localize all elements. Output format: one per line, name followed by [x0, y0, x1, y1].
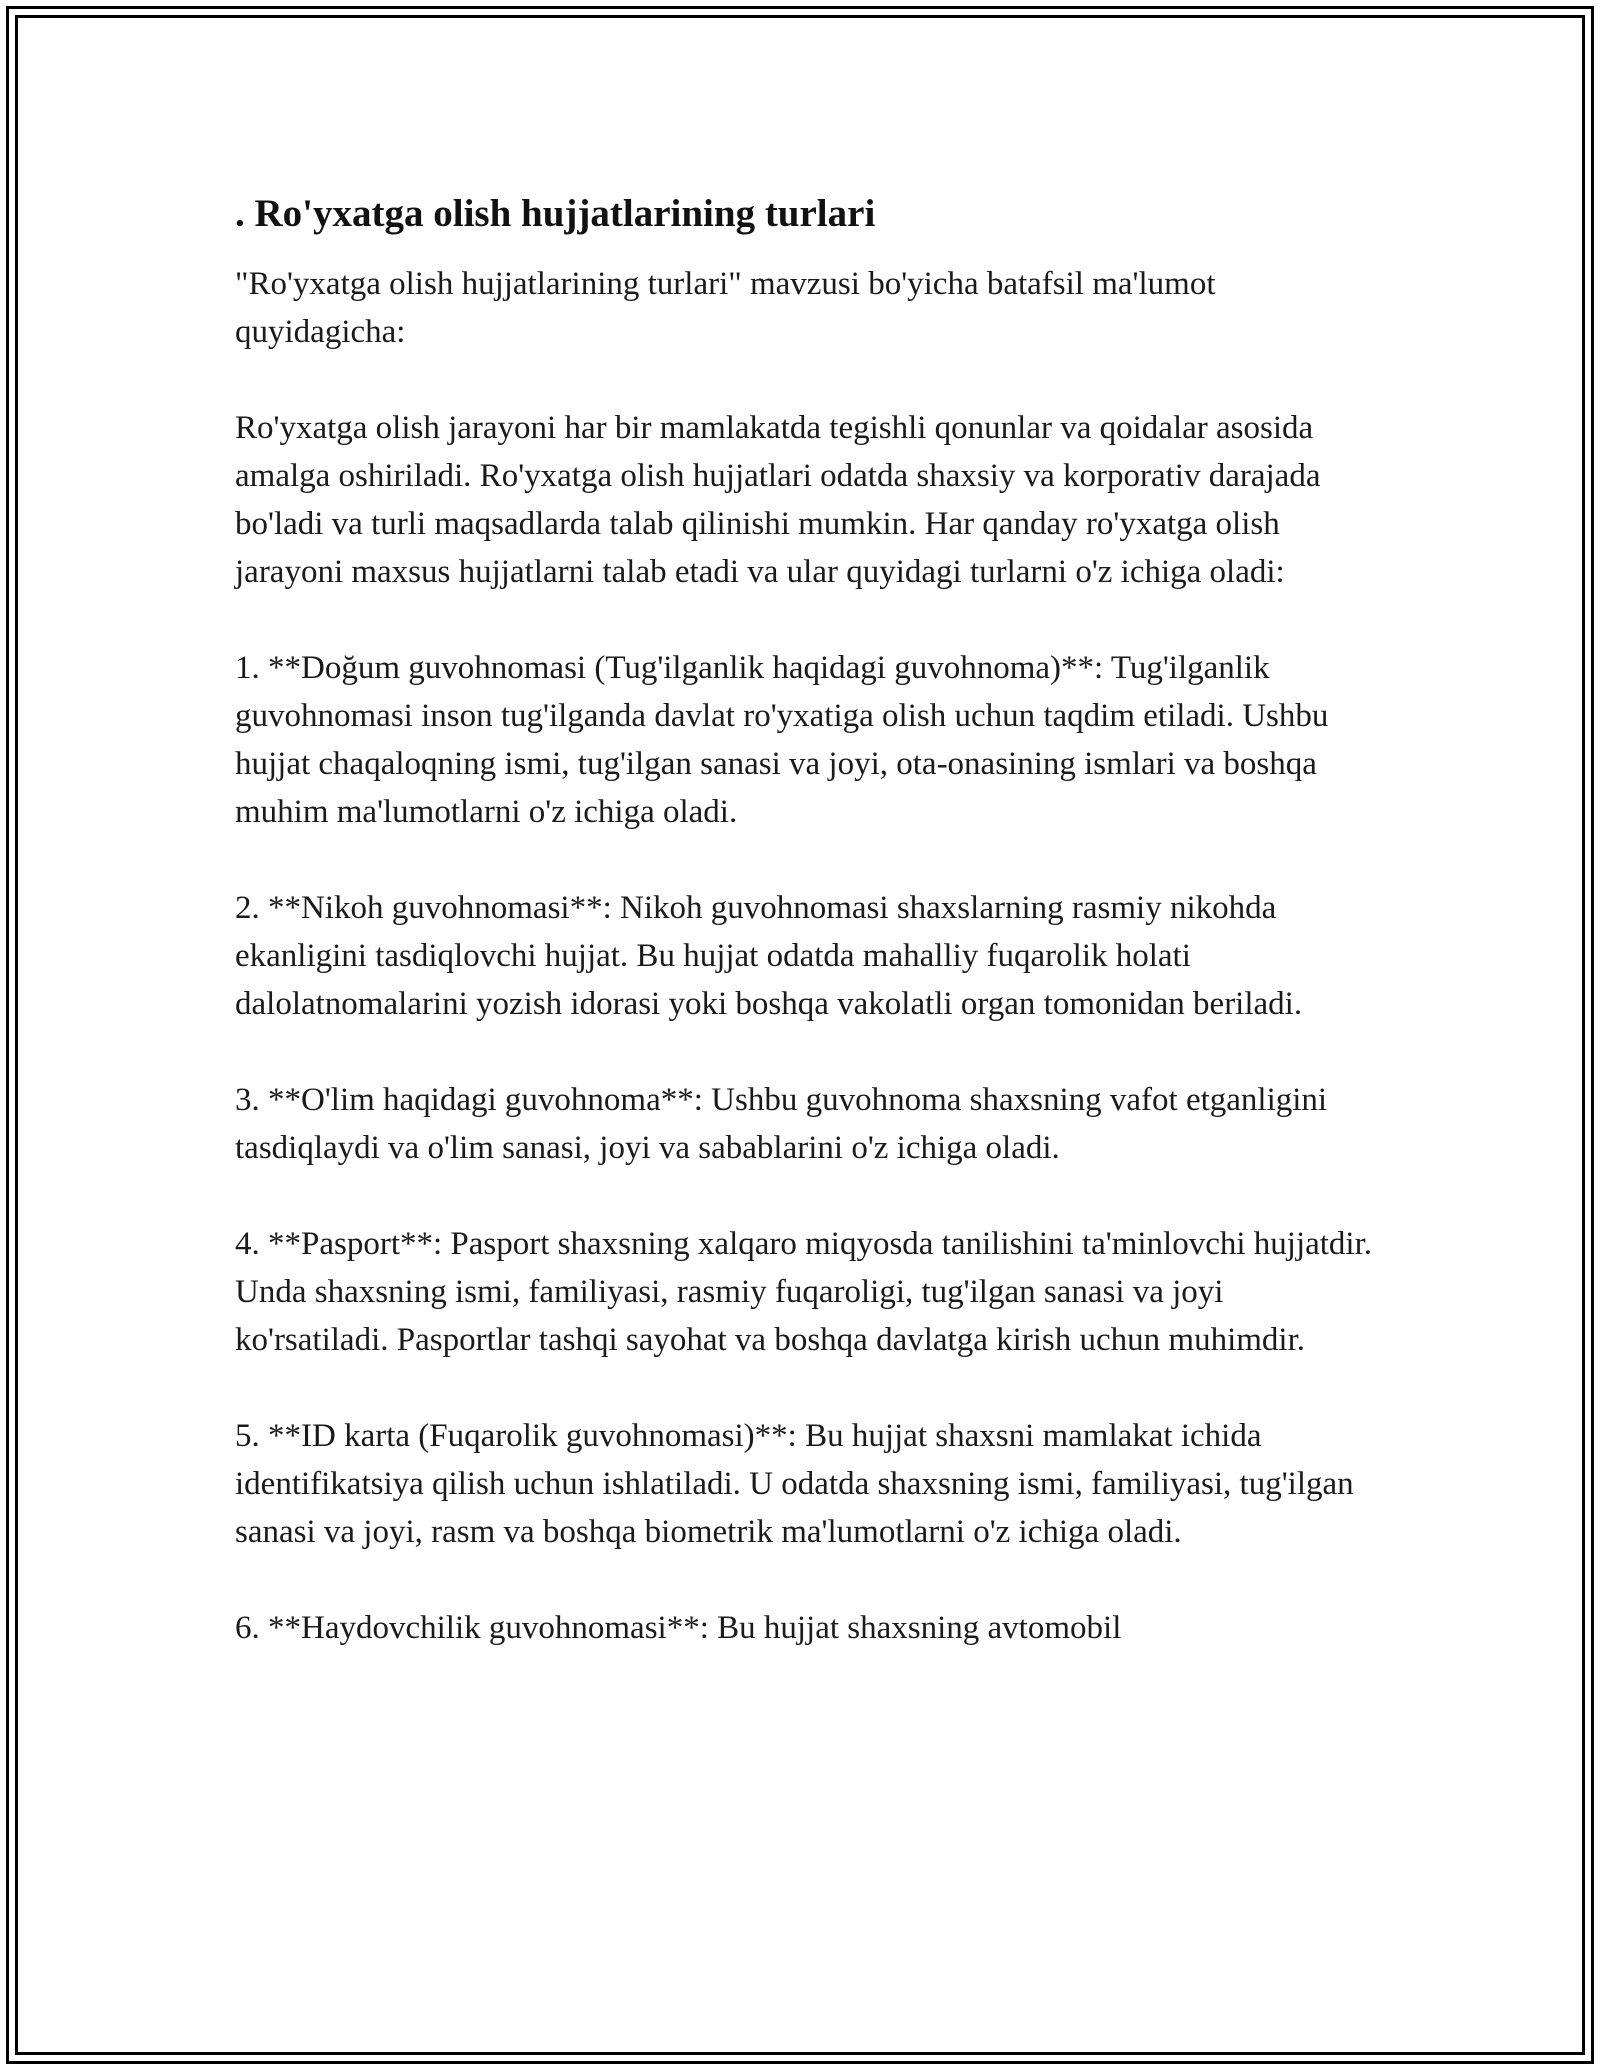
list-item-birth-certificate: 1. **Doğum guvohnomasi (Tug'ilganlik haqidagi guvohnoma)**: Tug'ilganlik guvohnomasi inson tug'ilganda davlat ro'yxatiga olish uchun taqdim etiladi. Ushbu hujjat chaqaloqning ismi, tug'ilgan sanasi va joyi, ota-onasining ismlari va boshqa muhim ma'lumotlarni o'z ichiga oladi.: [235, 650, 1337, 830]
list-item-passport: 4. **Pasport**: Pasport shaxsning xalqaro miqyosda tanilishini ta'minlovchi hujjatdir. Unda shaxsning ismi, familiyasi, rasmiy fuqaroligi, tug'ilgan sanasi va joyi ko'rsatiladi. Pasportlar tashqi sayohat va boshqa davlatga kirish uchun muhimdir.: [235, 1226, 1381, 1358]
list-item-driver-license: 6. **Haydovchilik guvohnomasi**: Bu hujjat shaxsning avtomobil: [235, 1610, 1122, 1646]
list-item-marriage-certificate: 2. **Nikoh guvohnomasi**: Nikoh guvohnomasi shaxslarning rasmiy nikohda ekanligini tasdiqlovchi hujjat. Bu hujjat odatda mahalliy fuqarolik holati dalolatnomalarini yozish idorasi yoki boshqa vakolatli organ tomonidan beriladi.: [235, 890, 1303, 1022]
list-item-id-card: 5. **ID karta (Fuqarolik guvohnomasi)**: Bu hujjat shaxsni mamlakat ichida identifikatsiya qilish uchun ishlatiladi. U odatda shaxsning ismi, familiyasi, tug'ilgan sanasi va joyi, rasm va boshqa biometrik ma'lumotlarni o'z ichiga oladi.: [235, 1418, 1362, 1550]
list-item-death-certificate: 3. **O'lim haqidagi guvohnoma**: Ushbu guvohnoma shaxsning vafot etganligini tasdiqlaydi va o'lim sanasi, joyi va sabablarini o'z ichiga oladi.: [235, 1082, 1336, 1166]
intro-paragraph: "Ro'yxatga olish hujjatlarining turlari" mavzusi bo'yicha batafsil ma'lumot quyidagicha:: [235, 266, 1224, 350]
document-title: . Ro'yxatga olish hujjatlarining turlari: [235, 192, 876, 235]
overview-paragraph: Ro'yxatga olish jarayoni har bir mamlakatda tegishli qonunlar va qoidalar asosida amalga oshiriladi. Ro'yxatga olish hujjatlari odatda shaxsiy va korporativ darajada bo'ladi va turli maqsadlarda talab qilinishi mumkin. Har qanday ro'yxatga olish jarayoni maxsus hujjatlarni talab etadi va ular quyidagi turlarni o'z ichiga oladi:: [235, 410, 1329, 590]
document-body: [235, 180, 1381, 1700]
